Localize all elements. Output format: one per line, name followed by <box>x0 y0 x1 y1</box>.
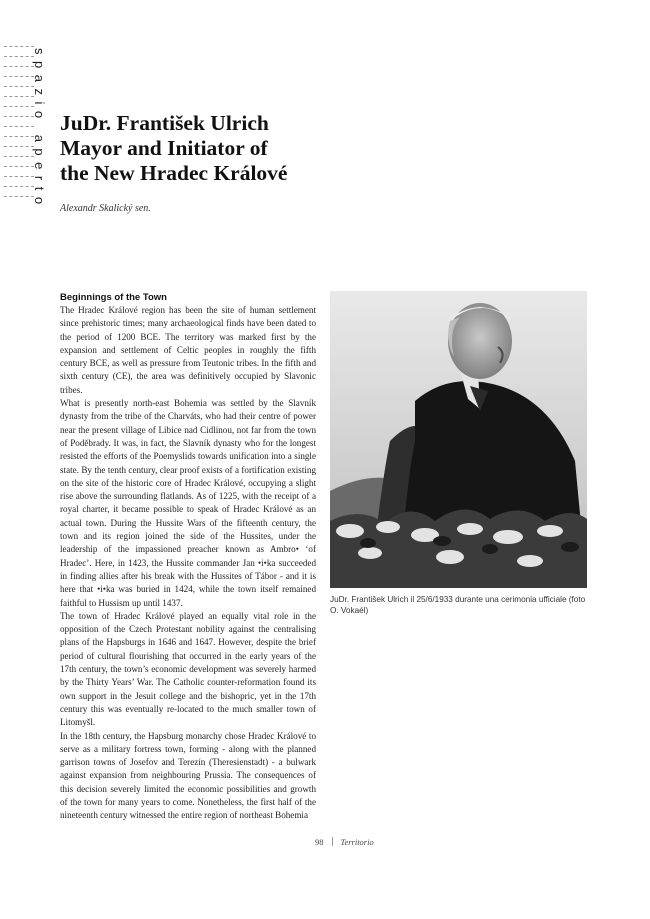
page-number: 98 <box>315 837 324 847</box>
article-title <box>60 111 287 186</box>
body-paragraph: The town of Hradec Králové played an equally vital role in the opposition of the Czech Protestant nobility against the centralising plans of the Hapsburgs in 1646 and 1647. However, despite the brief period of cultural flourishing that occurred in the early years of the 17th century, the town’s economic development was severely harmed by the Thirty Years’ War. The Catholic counter-reformation found its own support in the Jesuit college and the bishopric, yet in the 17th century this was eventually re-located to the much smaller town of Litomyšl. <box>60 610 316 728</box>
footer-section-name: Territorio <box>340 837 374 847</box>
body-paragraph: In the 18th century, the Hapsburg monarchy chose Hradec Králové to serve as a military fortress town, forming - along with the planned garrison towns of Josefov and Terezín (Theresienstadt) - a bulwark against expansion from neighbouring Prussia. The consequences of this decision severely limited the economic possibilities and growth of the town for many years to come. Nonetheless, the first half of the nineteenth century witnessed the entire region of northeast Bohemia <box>60 730 316 821</box>
author-byline: Alexandr Skalický sen. <box>60 203 151 214</box>
title-line: the New Hradec Králové <box>60 161 288 185</box>
body-column <box>60 291 316 823</box>
title-line: Mayor and Initiator of <box>60 136 268 160</box>
title-line: JuDr. František Ulrich <box>60 111 269 135</box>
photo-caption: JuDr. František Ulrich il 25/6/1933 durante una cerimonia ufficiale (foto O. Vokaél) <box>330 595 586 615</box>
footer-divider <box>332 837 333 846</box>
portrait-photo <box>330 291 587 588</box>
section-heading: Beginnings of the Town <box>60 292 167 303</box>
section-tab-label: spazio aperto <box>32 48 47 211</box>
body-paragraph: What is presently north-east Bohemia was settled by the Slavník dynasty from the tribe of the Charváts, who had their centre of power near the present village of Libice nad Cidlinou, not far from the town of Podĕbrady. It was, in fact, the Slavník dynasty who for the longest resisted the efforts of the Poemyslids towards unification into a single state. By the tenth century, clear proof exists of a fortification existing on the site of the historic core of Hradec Králové, occupying a slight rise above the surrounding flatlands. As of 1225, with the receipt of a royal charter, it became possible to speak of Hradec Králové as an actual town. During the Hussite Wars of the fifteenth century, the town and its region joined the side of the Hussites, under the leadership of the impassioned preacher known as Ambro• ‘of Hradec’. Here, in 1423, the Hussite commander Jan •i•ka succeeded in finding allies after his break with the Hussites of Tábor - and it is here that •i•ka was buried in 1424, while the town itself remained faithful to Hussism up until 1437. <box>60 398 316 608</box>
page-footer <box>315 837 374 847</box>
portrait-photo-illustration <box>330 291 587 588</box>
body-paragraph: The Hradec Králové region has been the site of human settlement since prehistoric times; many archaeological finds have been dated to the period of 1200 BCE. The territory was marked first by the expansion and settlement of Celtic peoples in roughly the fifth century BCE, as well as pressure from Teutonic tribes. In the fifth and sixth century (CE), the area was definitively occupied by Slavonic tribes. <box>60 305 316 395</box>
section-tab-rules <box>4 46 34 222</box>
section-tab <box>4 46 48 222</box>
